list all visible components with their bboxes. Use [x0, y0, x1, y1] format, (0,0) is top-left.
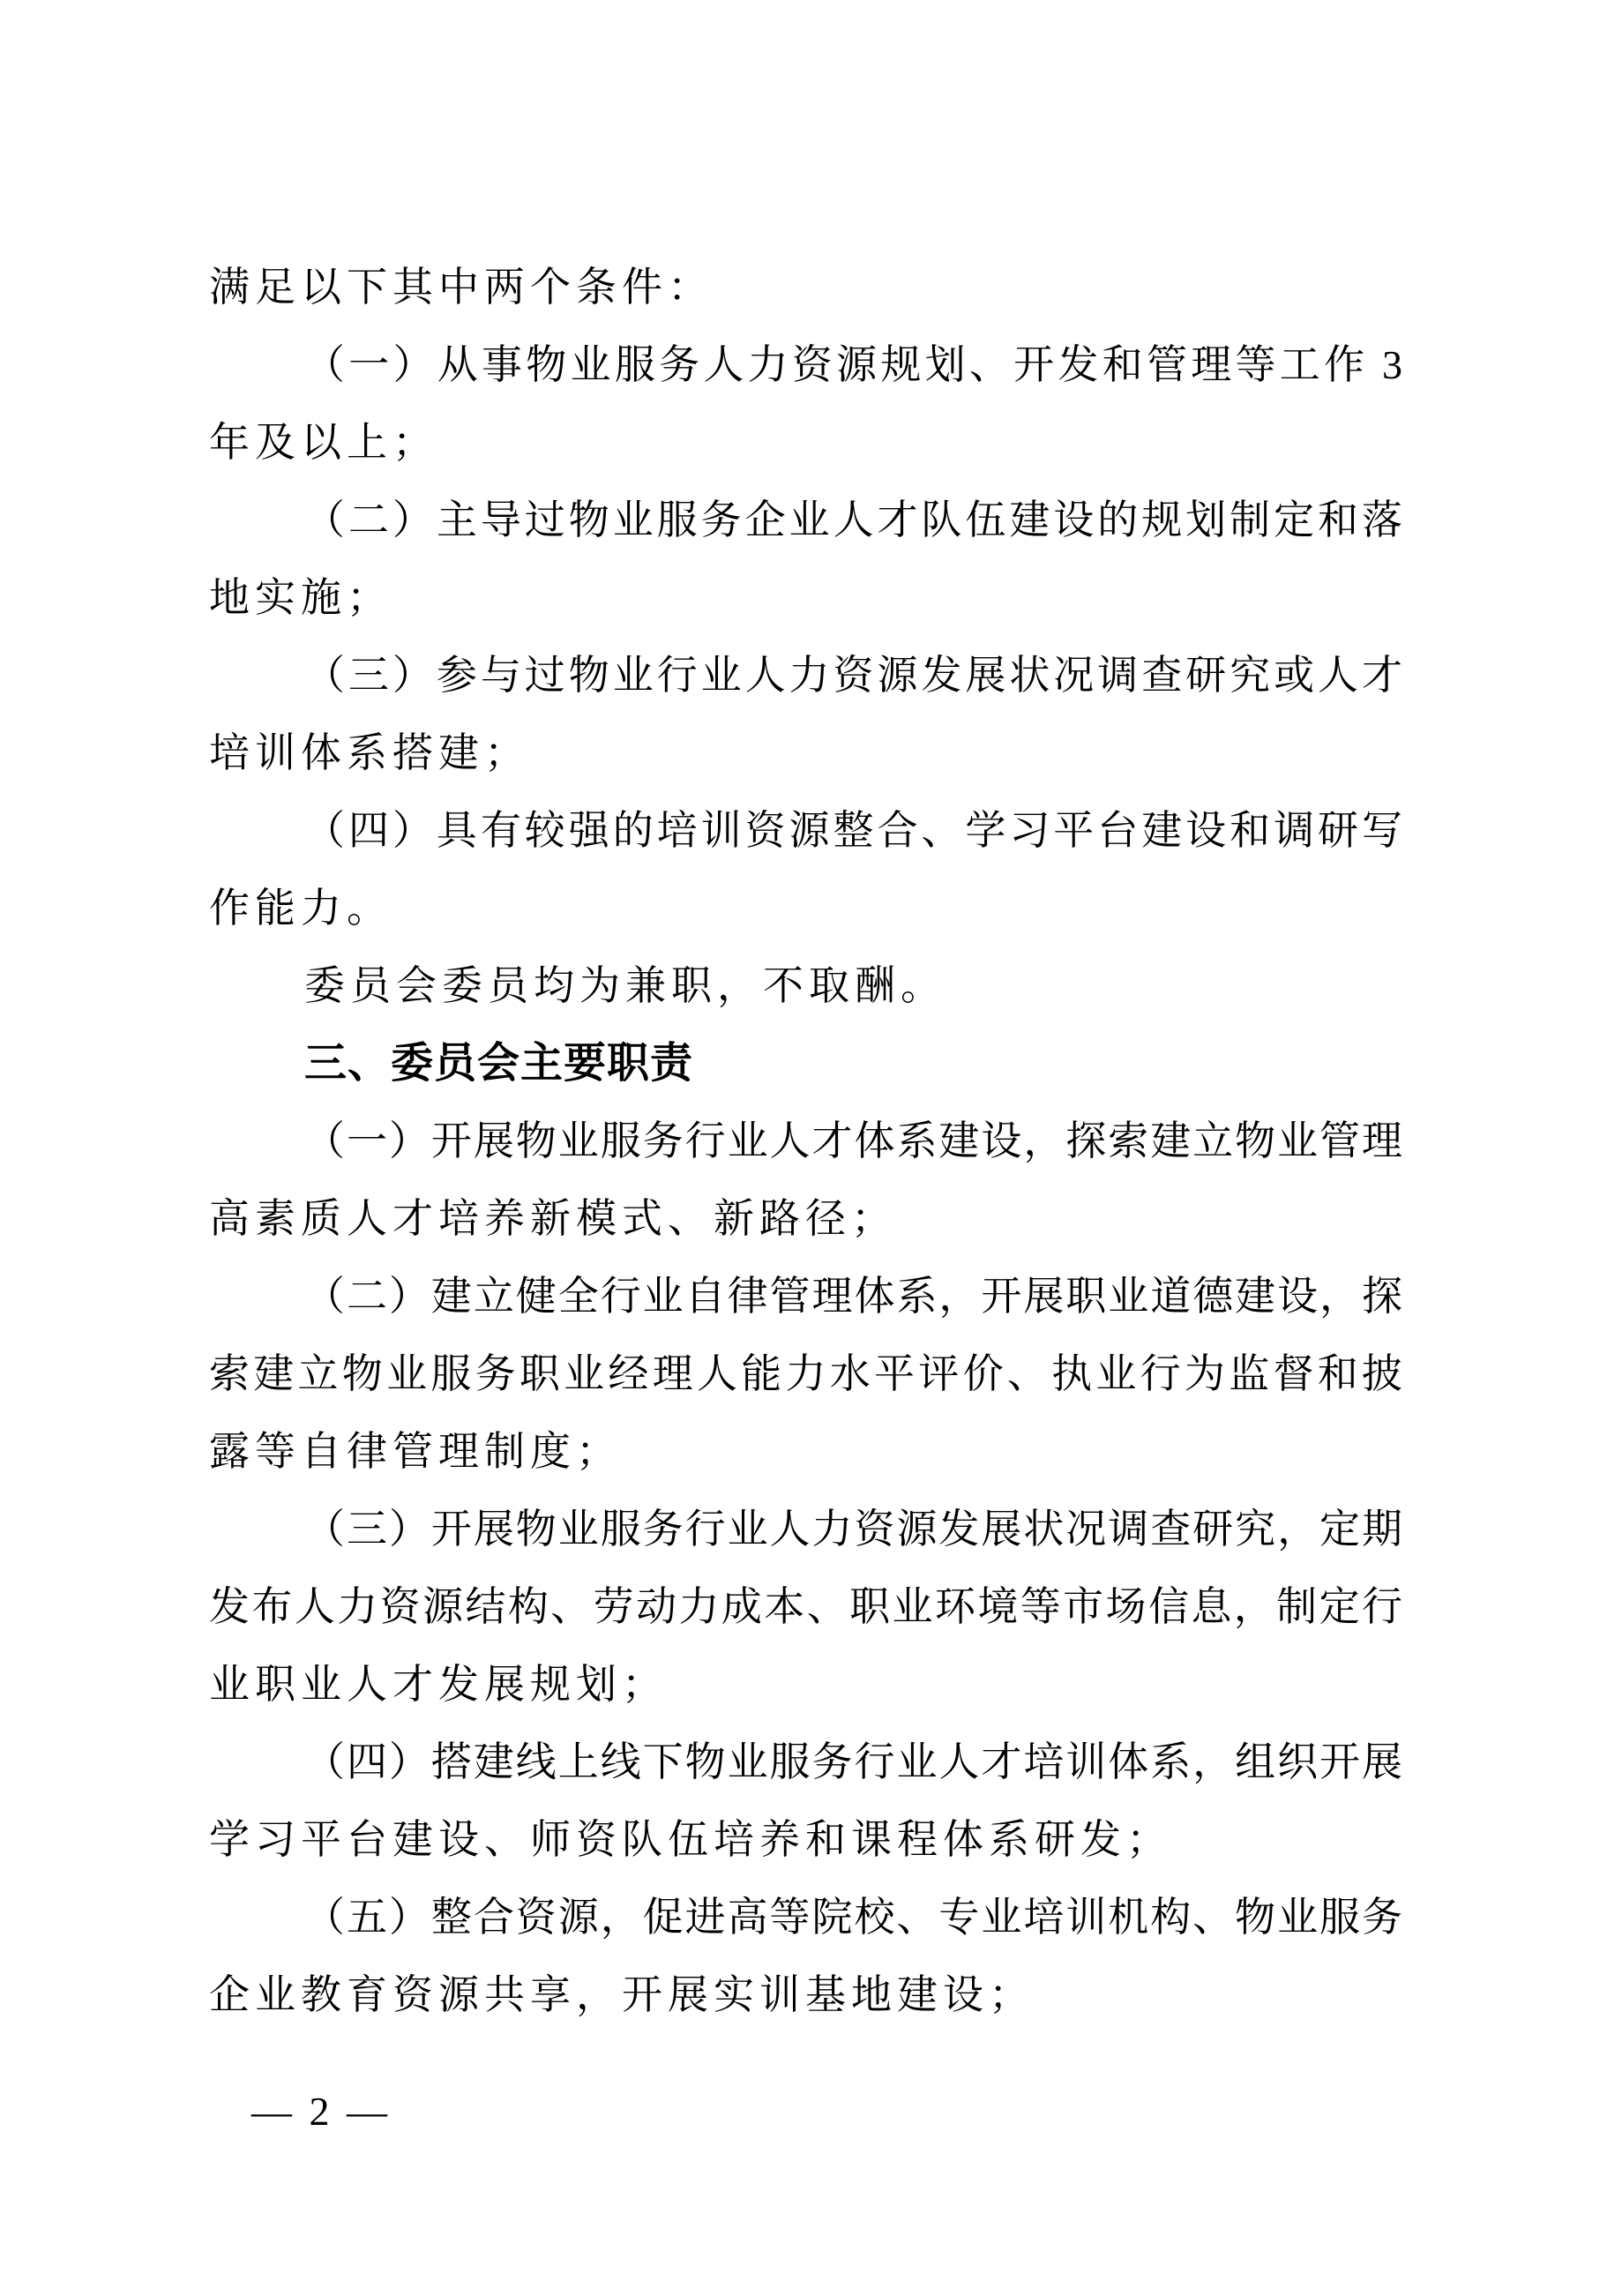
doc-line-item-2: （二）主导过物业服务企业人才队伍建设的规划制定和落	[304, 497, 1402, 542]
doc-line-item-4: （四）具有较强的培训资源整合、学习平台建设和调研写	[304, 808, 1402, 853]
doc-line: 地实施；	[209, 575, 392, 620]
doc-line: 培训体系搭建；	[209, 730, 530, 775]
document-body	[209, 249, 1402, 2034]
doc-line: 发布人力资源结构、劳动力成本、职业环境等市场信息，制定行	[209, 1584, 1402, 1629]
doc-line-note: 委员会委员均为兼职，不取酬。	[304, 963, 946, 1008]
doc-line-duty-4: （四）搭建线上线下物业服务行业人才培训体系，组织开展	[304, 1739, 1402, 1784]
doc-line-duty-3: （三）开展物业服务行业人力资源发展状况调查研究，定期	[304, 1507, 1402, 1552]
doc-line: 高素质人才培养新模式、新路径；	[209, 1196, 897, 1241]
doc-line-item-3: （三）参与过物业行业人力资源发展状况调查研究或人才	[304, 653, 1402, 698]
doc-line-duty-2: （二）建立健全行业自律管理体系，开展职业道德建设，探	[304, 1274, 1402, 1319]
doc-line: 年及以上；	[209, 420, 438, 465]
doc-line-item-1: （一）从事物业服务人力资源规划、开发和管理等工作 3	[304, 342, 1402, 387]
doc-line: 满足以下其中两个条件：	[209, 265, 714, 310]
doc-line: 作能力。	[209, 886, 392, 931]
doc-line-duty-1: （一）开展物业服务行业人才体系建设，探索建立物业管理	[304, 1118, 1402, 1163]
page-number: — 2 —	[251, 2089, 391, 2134]
section-heading: 三、委员会主要职责	[304, 1040, 694, 1087]
doc-line: 企业教育资源共享，开展实训基地建设；	[209, 1972, 1035, 2017]
doc-line: 业职业人才发展规划；	[209, 1662, 668, 1707]
doc-line: 索建立物业服务职业经理人能力水平评价、执业行为监督和披	[209, 1351, 1402, 1396]
doc-line: 学习平台建设、师资队伍培养和课程体系研发；	[209, 1817, 1172, 1862]
doc-line-duty-5: （五）整合资源，促进高等院校、专业培训机构、物业服务	[304, 1895, 1402, 1940]
doc-line: 露等自律管理制度；	[209, 1429, 622, 1474]
